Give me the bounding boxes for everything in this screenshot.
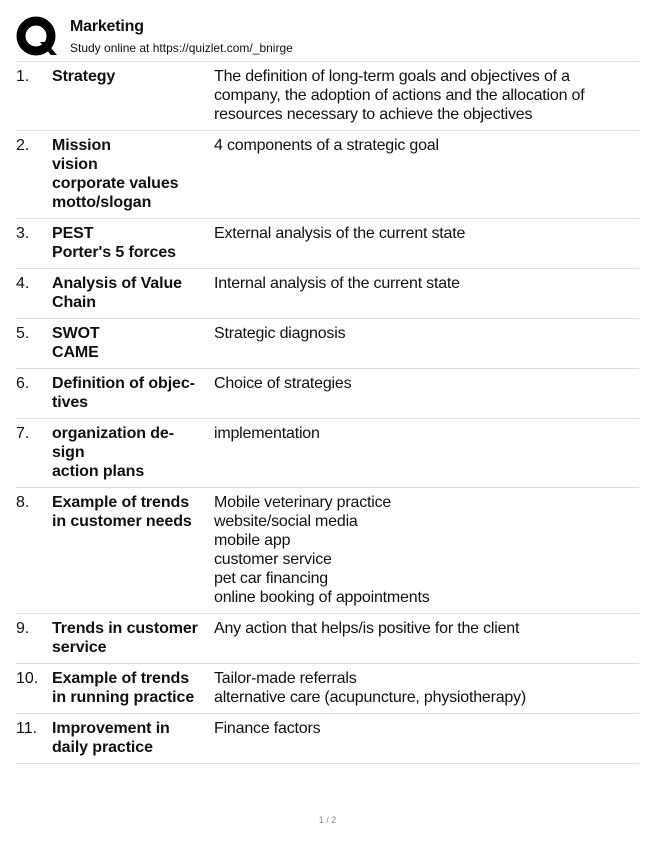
flashcard-row bbox=[16, 488, 639, 614]
term-text: Strategy bbox=[52, 68, 116, 85]
row-number: 10. bbox=[16, 670, 39, 687]
term-text: SWOT CAME bbox=[52, 325, 100, 361]
flashcard-row bbox=[16, 269, 639, 319]
term-text: organization de- sign action plans bbox=[52, 425, 174, 480]
definition-text: Strategic diagnosis bbox=[214, 325, 346, 342]
term-text: Improvement in daily practice bbox=[52, 720, 170, 756]
definition-text: Finance factors bbox=[214, 720, 321, 737]
page-number: 1 / 2 bbox=[318, 815, 337, 825]
row-number: 9. bbox=[16, 620, 30, 637]
flashcard-row bbox=[16, 369, 639, 419]
flashcard-row bbox=[16, 219, 639, 269]
term-text: Analysis of Value Chain bbox=[52, 275, 182, 311]
definition-text: Mobile veterinary practice website/social media mobile app customer service pet car financing online booking of appointments bbox=[214, 494, 430, 606]
definition-text: Choice of strategies bbox=[214, 375, 352, 392]
term-text: Definition of objec- tives bbox=[52, 375, 195, 411]
definition-text: Tailor-made referrals alternative care (acupuncture, physiotherapy) bbox=[214, 670, 527, 706]
term-text: Mission vision corporate values motto/slogan bbox=[52, 137, 179, 211]
row-number: 8. bbox=[16, 494, 30, 511]
definition-text: implementation bbox=[214, 425, 320, 442]
definition-text: Any action that helps/is positive for the client bbox=[214, 620, 520, 637]
page-header bbox=[16, 14, 639, 60]
term-text: PEST Porter's 5 forces bbox=[52, 225, 176, 261]
flashcard-row bbox=[16, 614, 639, 664]
flashcard-row bbox=[16, 62, 639, 131]
row-number: 2. bbox=[16, 137, 30, 154]
definition-text: The definition of long-term goals and objectives of a company, the adoption of actions and the allocation of resources necessary to achieve the objectives bbox=[214, 68, 585, 123]
term-text: Example of trends in customer needs bbox=[52, 494, 192, 530]
term-text: Trends in customer service bbox=[52, 620, 198, 656]
row-number: 11. bbox=[16, 720, 38, 737]
row-number: 1. bbox=[16, 68, 30, 85]
row-number: 5. bbox=[16, 325, 30, 342]
definition-text: 4 components of a strategic goal bbox=[214, 137, 439, 154]
row-number: 7. bbox=[16, 425, 30, 442]
flashcard-row bbox=[16, 714, 639, 764]
row-number: 4. bbox=[16, 275, 30, 292]
definition-text: External analysis of the current state bbox=[214, 225, 466, 242]
term-text: Example of trends in running practice bbox=[52, 670, 195, 706]
row-number: 3. bbox=[16, 225, 30, 242]
row-number: 6. bbox=[16, 375, 30, 392]
quizlet-logo-icon bbox=[16, 16, 58, 58]
flashcard-row bbox=[16, 131, 639, 219]
flashcard-row bbox=[16, 419, 639, 488]
page-subtitle: Study online at https://quizlet.com/_bnirge bbox=[70, 41, 293, 55]
page-title: Marketing bbox=[70, 18, 144, 35]
flashcard-list bbox=[16, 61, 639, 764]
flashcard-row bbox=[16, 664, 639, 714]
flashcard-row bbox=[16, 319, 639, 369]
definition-text: Internal analysis of the current state bbox=[214, 275, 460, 292]
